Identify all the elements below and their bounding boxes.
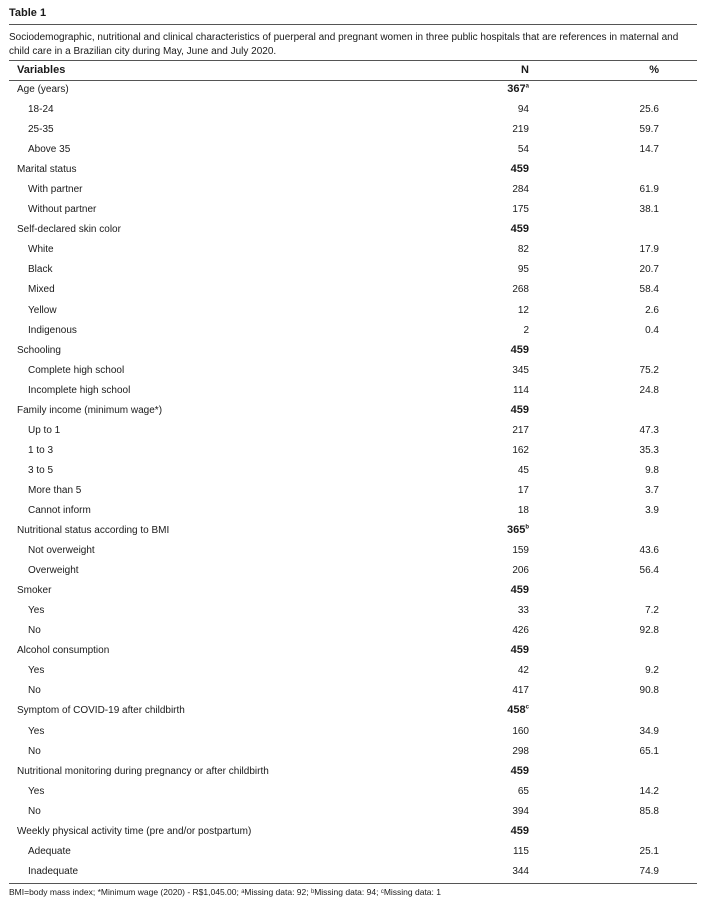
row-label: Mixed	[28, 284, 55, 296]
row-pct: 24.8	[639, 384, 659, 396]
row-label: 1 to 3	[28, 444, 54, 456]
table-group-row	[9, 521, 697, 541]
row-n-value: 298	[512, 745, 529, 757]
table-row	[9, 280, 697, 300]
row-label: Up to 1	[28, 424, 61, 436]
table-group-row	[9, 822, 697, 842]
row-pct: 85.8	[639, 805, 659, 817]
row-pct: 56.4	[639, 565, 659, 577]
table-row	[9, 240, 697, 260]
row-label: Without partner	[28, 204, 97, 216]
row-n	[449, 584, 529, 596]
row-n-footnote-mark: c	[525, 704, 529, 711]
row-label: 3 to 5	[28, 464, 54, 476]
row-pct: 3.7	[645, 484, 659, 496]
row-pct: 0.4	[645, 324, 659, 336]
table-row	[9, 421, 697, 441]
row-n	[449, 365, 529, 376]
row-n	[449, 264, 529, 275]
row-pct: 90.8	[639, 685, 659, 697]
row-label: Not overweight	[28, 545, 95, 557]
row-label: No	[28, 685, 41, 697]
row-pct: 61.9	[639, 184, 659, 196]
row-n	[449, 284, 529, 295]
table-group-row	[9, 762, 697, 782]
table-row	[9, 441, 697, 461]
row-n-value: 284	[512, 184, 529, 196]
table-row	[9, 140, 697, 160]
row-label: Complete high school	[28, 364, 125, 376]
row-label: With partner	[28, 184, 83, 196]
table-row	[9, 722, 697, 742]
table-row	[9, 180, 697, 200]
row-n-value: 95	[517, 264, 529, 276]
row-n-footnote-mark: a	[525, 83, 529, 90]
row-label: No	[28, 805, 41, 817]
row-pct: 14.2	[639, 785, 659, 797]
row-pct: 35.3	[639, 444, 659, 456]
row-label: Nutritional status according to BMI	[17, 525, 170, 537]
row-pct: 3.9	[645, 504, 659, 516]
row-pct: 43.6	[639, 545, 659, 557]
row-n-value: 175	[512, 204, 529, 216]
row-label: Nutritional monitoring during pregnancy or after childbirth	[17, 765, 269, 777]
header-variables: Variables	[17, 64, 66, 76]
row-n	[449, 184, 529, 195]
table-group-row	[9, 641, 697, 661]
row-n	[449, 325, 529, 336]
table-row	[9, 541, 697, 561]
row-n-value: 459	[510, 764, 529, 777]
row-n	[449, 806, 529, 817]
row-n	[449, 163, 529, 175]
row-pct: 20.7	[639, 264, 659, 276]
row-label: Adequate	[28, 845, 71, 857]
row-n	[449, 825, 529, 837]
row-n	[449, 244, 529, 255]
row-n	[449, 465, 529, 476]
row-pct: 7.2	[645, 605, 659, 617]
table-row	[9, 381, 697, 401]
table-row	[9, 501, 697, 521]
row-n	[449, 144, 529, 155]
row-n-value: 344	[512, 865, 529, 877]
row-pct: 59.7	[639, 124, 659, 136]
row-n-value: 345	[512, 364, 529, 376]
row-n	[449, 385, 529, 396]
row-n	[449, 545, 529, 556]
row-n	[449, 505, 529, 516]
row-n-value: 459	[510, 644, 529, 657]
row-n-value: 54	[517, 144, 529, 156]
row-n-value: 114	[513, 384, 529, 396]
row-n-value: 159	[512, 545, 529, 557]
row-label: 18-24	[28, 104, 54, 116]
row-label: Age (years)	[17, 84, 69, 95]
header-n: N	[521, 64, 529, 76]
row-pct: 25.6	[639, 104, 659, 116]
row-pct: 75.2	[639, 364, 659, 376]
row-pct: 58.4	[639, 284, 659, 296]
row-label: Yes	[28, 785, 45, 797]
row-n-value: 162	[512, 444, 529, 456]
row-label: Marital status	[17, 164, 77, 176]
table-row	[9, 361, 697, 381]
table-row	[9, 862, 697, 882]
row-pct: 92.8	[639, 625, 659, 637]
table-row	[9, 601, 697, 621]
row-n-value: 82	[517, 244, 529, 256]
table-row	[9, 260, 697, 280]
row-n	[449, 344, 529, 356]
table-row	[9, 100, 697, 120]
row-label: Incomplete high school	[28, 384, 131, 396]
row-pct: 34.9	[639, 725, 659, 737]
row-label: Schooling	[17, 344, 61, 356]
header-pct: %	[649, 64, 659, 76]
row-label: No	[28, 745, 41, 757]
row-n-value: 115	[513, 845, 529, 857]
row-label: Family income (minimum wage*)	[17, 404, 163, 416]
row-n-value: 365	[506, 524, 526, 537]
table-group-row	[9, 341, 697, 361]
row-pct: 9.2	[645, 665, 659, 677]
row-n	[449, 445, 529, 456]
row-n-value: 458	[507, 704, 526, 717]
row-n	[449, 524, 529, 536]
row-pct: 38.1	[639, 204, 659, 216]
row-n	[449, 704, 529, 716]
row-n-value: 18	[517, 504, 529, 516]
row-label: No	[28, 625, 41, 637]
table-row	[9, 321, 697, 341]
table-label: Table 1	[9, 7, 47, 19]
table-group-row	[9, 701, 697, 721]
row-n	[449, 83, 529, 95]
row-pct: 74.9	[639, 865, 659, 877]
row-n-value: 459	[510, 824, 529, 837]
table-caption: Sociodemographic, nutritional and clinical characteristics of puerperal and pregnant women in three public hospitals that are references in maternal and child care in a Brazilian city during May, June and July 2020.	[9, 24, 697, 59]
row-pct: 9.8	[645, 464, 659, 476]
row-label: 25-35	[28, 124, 54, 136]
row-label: Weekly physical activity time (pre and/or postpartum)	[17, 825, 252, 837]
table-footnote: BMI=body mass index; *Minimum wage (2020) - R$1,045.00; ᵃMissing data: 92; ᵇMissing data: 94; ᶜMissing data: 1	[9, 883, 697, 897]
row-label: Inadequate	[28, 865, 79, 877]
row-n-value: 206	[512, 565, 529, 577]
row-n-value: 394	[512, 805, 529, 817]
row-label: Yellow	[28, 304, 57, 316]
row-label: Overweight	[28, 565, 79, 577]
row-n	[449, 305, 529, 316]
row-n	[449, 485, 529, 496]
row-n	[449, 685, 529, 696]
table-row	[9, 481, 697, 501]
table-group-row	[9, 160, 697, 180]
table-row	[9, 461, 697, 481]
row-pct: 47.3	[639, 424, 659, 436]
row-n	[449, 124, 529, 135]
row-n-value: 459	[510, 584, 529, 597]
table-header	[9, 60, 697, 81]
row-n	[449, 404, 529, 416]
row-n-value: 459	[510, 223, 529, 236]
row-n-value: 12	[517, 304, 529, 316]
row-n-value: 2	[523, 324, 529, 336]
table-group-row	[9, 80, 697, 100]
row-label: Above 35	[28, 144, 71, 156]
table-row	[9, 782, 697, 802]
row-n	[449, 565, 529, 576]
row-label: Smoker	[17, 585, 52, 597]
row-n-value: 217	[512, 424, 529, 436]
table-group-row	[9, 401, 697, 421]
row-n	[449, 625, 529, 636]
table-row	[9, 120, 697, 140]
table-row	[9, 661, 697, 681]
row-label: Symptom of COVID-19 after childbirth	[17, 705, 185, 717]
row-n-value: 33	[517, 605, 529, 617]
row-label: More than 5	[28, 484, 82, 496]
table-row	[9, 561, 697, 581]
row-pct: 65.1	[639, 745, 659, 757]
table-row	[9, 842, 697, 862]
row-label: Yes	[28, 605, 45, 617]
row-n	[449, 746, 529, 757]
row-n	[449, 204, 529, 215]
row-label: Cannot inform	[28, 504, 91, 516]
row-n	[449, 605, 529, 616]
table-row	[9, 802, 697, 822]
table-row	[9, 621, 697, 641]
table-group-row	[9, 581, 697, 601]
row-n	[449, 223, 529, 235]
table-group-row	[9, 220, 697, 240]
table-row	[9, 681, 697, 701]
row-label: Yes	[28, 725, 45, 737]
row-n-value: 219	[512, 124, 529, 136]
row-n	[449, 866, 529, 877]
row-pct: 14.7	[639, 144, 659, 156]
row-n	[449, 726, 529, 737]
table-row	[9, 200, 697, 220]
row-n	[449, 846, 529, 857]
row-n	[449, 786, 529, 797]
row-n	[449, 765, 529, 777]
row-n-value: 268	[512, 284, 529, 296]
row-n-value: 426	[512, 625, 529, 637]
row-label: White	[28, 244, 54, 256]
row-n-value: 367	[507, 83, 526, 95]
row-label: Yes	[28, 665, 45, 677]
table-row	[9, 742, 697, 762]
row-label: Alcohol consumption	[17, 645, 110, 657]
row-n-value: 17	[517, 484, 529, 496]
row-n-value: 65	[517, 785, 529, 797]
row-n-value: 459	[510, 163, 529, 176]
row-n-value: 42	[517, 665, 529, 677]
row-n-footnote-mark: b	[525, 524, 529, 531]
row-label: Indigenous	[28, 324, 77, 336]
row-n	[449, 425, 529, 436]
row-n	[449, 665, 529, 676]
row-n	[449, 644, 529, 656]
row-pct: 2.6	[645, 304, 659, 316]
row-n-value: 45	[517, 464, 529, 476]
table-row	[9, 301, 697, 321]
row-label: Self-declared skin color	[17, 224, 121, 236]
row-n	[449, 104, 529, 115]
row-pct: 25.1	[639, 845, 659, 857]
row-n-value: 94	[517, 104, 529, 116]
row-n-value: 160	[512, 725, 529, 737]
row-n-value: 417	[512, 685, 529, 697]
table-body	[9, 80, 697, 882]
row-n-value: 459	[510, 403, 529, 416]
row-label: Black	[28, 264, 53, 276]
row-n-value: 459	[510, 343, 529, 356]
row-pct: 17.9	[639, 244, 659, 256]
